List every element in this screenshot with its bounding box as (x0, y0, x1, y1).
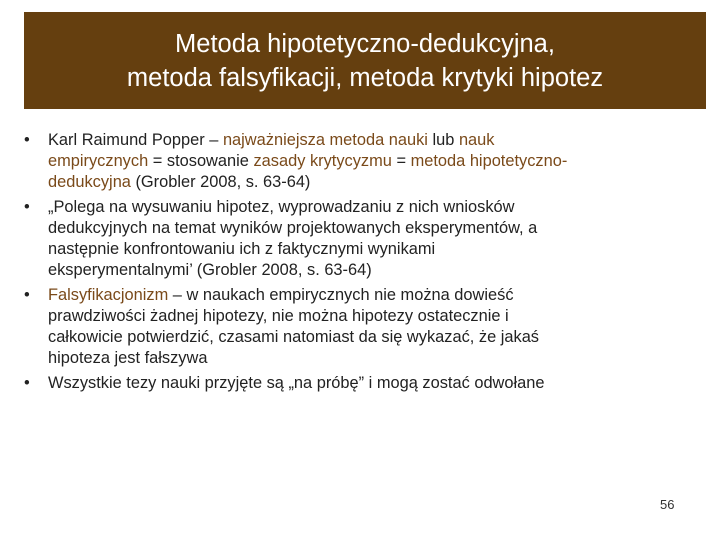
title-line-1: Metoda hipotetyczno-dedukcyjna, (175, 29, 555, 58)
bullet-item (24, 197, 714, 281)
bullet-text-line (48, 285, 714, 306)
text-segment: = (391, 152, 411, 170)
highlighted-text: zasady krytycyzmu (253, 152, 392, 170)
bullet-text-line (48, 327, 714, 348)
text-segment: następnie konfrontowaniu ich z faktycznymi wynikami (48, 240, 436, 258)
bullet-icon: • (24, 374, 30, 392)
bullet-list (24, 130, 714, 398)
bullet-text-line (48, 348, 714, 369)
highlighted-text: Falsyfikacjonizm (48, 286, 169, 304)
text-segment: Karl Raimund Popper – (48, 131, 223, 149)
bullet-text-line (48, 218, 714, 239)
text-segment: „Polega na wysuwaniu hipotez, wyprowadzaniu z nich wniosków (48, 198, 515, 216)
title-box (24, 12, 706, 109)
text-segment: dedukcyjnych na temat wyników projektowanych eksperymentów, a (48, 219, 538, 237)
bullet-icon: • (24, 198, 30, 216)
text-segment: lub (427, 131, 459, 149)
text-segment: Wszystkie tezy nauki przyjęte są „na próbę” i mogą zostać odwołane (48, 374, 545, 392)
highlighted-text: najważniejsza metoda nauki (222, 131, 428, 149)
bullet-text-line (48, 151, 714, 172)
highlighted-text: dedukcyjna (48, 173, 131, 191)
bullet-text-line (48, 306, 714, 327)
bullet-text-line (48, 260, 714, 281)
bullet-text-line (48, 239, 714, 260)
page-number: 56 (660, 497, 675, 512)
bullet-text-line (48, 373, 714, 394)
highlighted-text: metoda hipotetyczno- (410, 152, 568, 170)
title-line-2: metoda falsyfikacji, metoda krytyki hipotez (126, 63, 604, 92)
bullet-item (24, 130, 714, 193)
bullet-text-line (48, 197, 714, 218)
bullet-text-line (48, 130, 714, 151)
highlighted-text: nauk (458, 131, 495, 149)
text-segment: – w naukach empirycznych nie można dowieść (168, 286, 514, 304)
text-segment: całkowicie potwierdzić, czasami natomiast da się wykazać, że jakaś (48, 328, 539, 346)
text-segment: (Grobler 2008, s. 63-64) (130, 173, 311, 191)
text-segment: = stosowanie (148, 152, 254, 170)
bullet-item (24, 373, 714, 394)
bullet-icon: • (24, 286, 30, 304)
text-segment: hipoteza jest fałszywa (48, 349, 208, 367)
bullet-text-line (48, 172, 714, 193)
bullet-item (24, 285, 714, 369)
bullet-icon: • (24, 131, 30, 149)
text-segment: eksperymentalnymi’ (Grobler 2008, s. 63-64) (48, 261, 372, 279)
highlighted-text: empirycznych (48, 152, 149, 170)
text-segment: prawdziwości żadnej hipotezy, nie można hipotezy ostatecznie i (48, 307, 509, 325)
